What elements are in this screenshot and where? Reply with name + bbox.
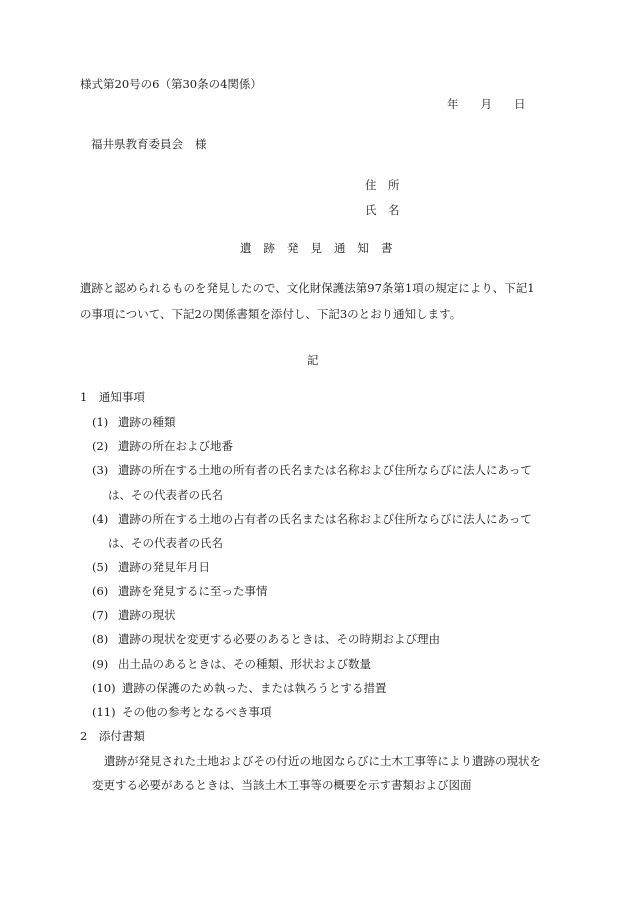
- body-line-1: 遺跡と認められるものを発見したので、文化財保護法第97条第1項の規定により、下記1: [80, 281, 535, 295]
- date-day: 日: [514, 97, 526, 111]
- list-item: (9) 出土品のあるときは、その種類、形状および数量: [92, 657, 371, 671]
- date-month: 月: [480, 97, 492, 111]
- list-item: (3) 遺跡の所在する土地の所有者の氏名または名称および住所ならびに法人にあって: [92, 463, 532, 477]
- sender-name-label: 氏 名: [365, 203, 400, 217]
- section-2-line-2: 変更する必要があるときは、当該土木工事等の概要を示す書類および図面: [92, 778, 472, 792]
- list-item-continuation: は、その代表者の氏名: [108, 536, 223, 550]
- sender-address-label: 住 所: [365, 178, 400, 192]
- date-year: 年: [447, 97, 459, 111]
- list-item: (6) 遺跡を発見するに至った事情: [92, 584, 268, 598]
- document-title: 遺跡発見通知書: [240, 241, 405, 255]
- addressee: [91, 139, 207, 151]
- list-item-continuation: は、その代表者の氏名: [108, 488, 223, 502]
- list-item: (7) 遺跡の現状: [92, 608, 176, 622]
- list-item: (8) 遺跡の現状を変更する必要のあるときは、その時期および理由: [92, 632, 440, 646]
- list-item: (4) 遺跡の所在する土地の占有者の氏名または名称および住所ならびに法人にあって: [92, 512, 532, 526]
- section-2-line-1: 遺跡が発見された土地およびその付近の地図ならびに土木工事等により遺跡の現状を: [104, 754, 541, 768]
- list-item: (5) 遺跡の発見年月日: [92, 560, 210, 574]
- list-item: (1) 遺跡の種類: [92, 415, 176, 429]
- honorific: 様: [195, 137, 207, 151]
- form-number: 様式第20号の6（第30条の4関係）: [80, 77, 262, 91]
- list-item: (10) 遺跡の保護のため執った、または執ろうとする措置: [92, 681, 387, 695]
- section-1-heading: 1 通知事項: [80, 390, 145, 404]
- list-item: (2) 遺跡の所在および地番: [92, 439, 233, 453]
- list-item: (11) その他の参考となるべき事項: [92, 705, 272, 719]
- date-line: [447, 99, 526, 111]
- section-2-heading: 2 添付書類: [80, 729, 145, 743]
- body-line-2: の事項について、下記2の関係書類を添付し、下記3のとおり通知します。: [80, 307, 462, 321]
- addressee-name: 福井県教育委員会: [91, 137, 183, 151]
- ki-heading: 記: [307, 353, 319, 367]
